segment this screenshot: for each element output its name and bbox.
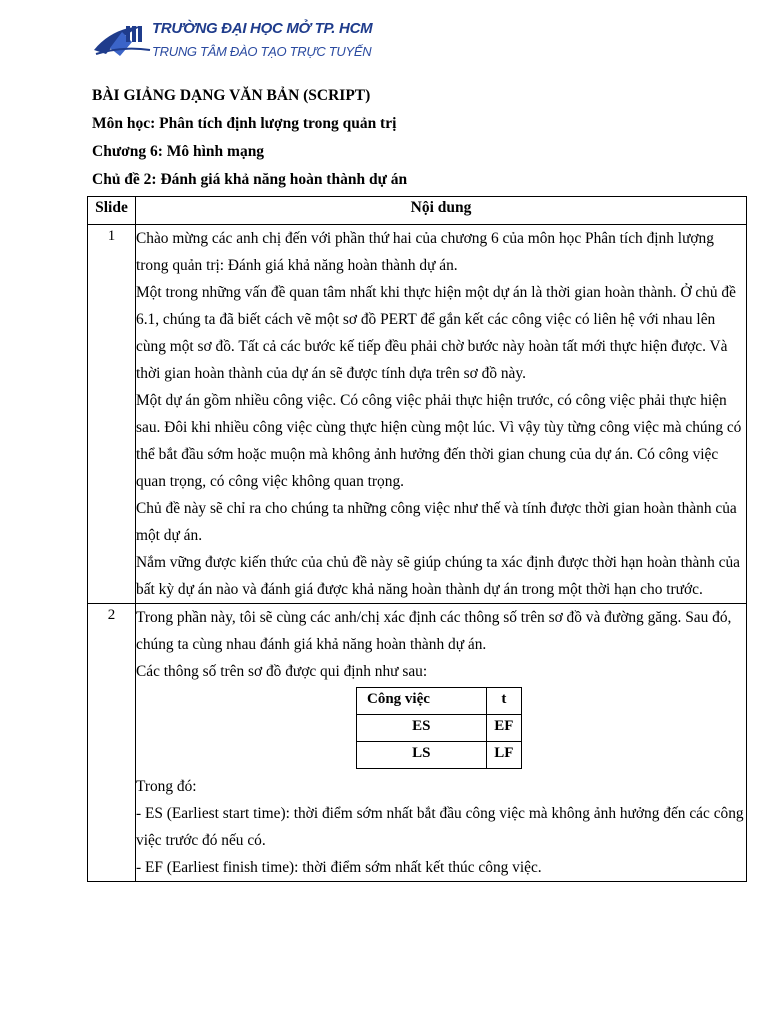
paragraph: Trong đó: <box>136 778 197 795</box>
paragraph: - EF (Earliest finish time): thời điểm sớm nhất kết thúc công việc. <box>136 859 542 876</box>
paragraph: Chào mừng các anh chị đến với phần thứ hai của chương 6 của môn học Phân tích định lượng trong quản trị: Đánh giá khả năng hoàn thành dự án. <box>136 230 714 274</box>
paragraph: Trong phần này, tôi sẽ cùng các anh/chị xác định các thông số trên sơ đồ và đường găng. Sau đó, chúng ta cùng nhau đánh giá khả năng hoàn thành dự án. <box>136 609 732 653</box>
paragraph: - ES (Earliest start time): thời điểm sớm nhất bắt đầu công việc mà không ảnh hưởng đến các công việc trước đó nếu có. <box>136 805 744 849</box>
course-name: Môn học: Phân tích định lượng trong quản trị <box>92 115 397 132</box>
params-cell: t <box>486 688 521 715</box>
chapter-name: Chương 6: Mô hình mạng <box>92 143 265 160</box>
slide-content <box>136 604 747 882</box>
paragraph: Một dự án gồm nhiều công việc. Có công việc phải thực hiện trước, có công việc phải thực hiện sau. Đôi khi nhiều công việc cùng thực hiện cùng một lúc. Vì vậy tùy từng công việc mà chúng có thể bắt đầu sớm hoặc muộn mà không ảnh hưởng đến thời gian chung của dự án. Có công việc quan trọng, có công việc không quan trọng. <box>136 392 742 490</box>
slide-number: 2 <box>88 604 136 882</box>
params-cell: LF <box>486 742 521 769</box>
table-row <box>88 225 747 604</box>
university-logo <box>92 14 373 66</box>
document-title: BÀI GIẢNG DẠNG VĂN BẢN (SCRIPT) <box>92 87 371 104</box>
paragraph: Nắm vững được kiến thức của chủ đề này sẽ giúp chúng ta xác định được thời hạn hoàn thành của bất kỳ dự án nào và đánh giá được khả năng hoàn thành dự án trong một thời hạn cho trước. <box>136 554 740 598</box>
document-meta <box>92 86 752 198</box>
table-header-row <box>88 197 747 225</box>
book-emblem-icon <box>92 20 152 60</box>
header-slide: Slide <box>88 197 136 225</box>
params-cell: EF <box>486 715 521 742</box>
logo-university-name: TRƯỜNG ĐẠI HỌC MỞ TP. HCM <box>152 20 373 37</box>
params-cell: LS <box>357 742 487 769</box>
params-row <box>357 715 522 742</box>
slide-content <box>136 225 747 604</box>
paragraph: Chủ đề này sẽ chỉ ra cho chúng ta những công việc như thế và tính được thời gian hoàn thành của một dự án. <box>136 500 737 544</box>
paragraph: Một trong những vấn đề quan tâm nhất khi thực hiện một dự án là thời gian hoàn thành. Ở chủ đề 6.1, chúng ta đã biết cách vẽ một sơ đồ PERT để gắn kết các công việc có liên hệ với nhau lên cùng một sơ đồ. Tất cả các bước kế tiếp đều phải chờ bước này hoàn tất mới thực hiện được. Và thời gian hoàn thành của dự án sẽ được tính dựa trên sơ đồ này. <box>136 284 736 382</box>
paragraph: Các thông số trên sơ đồ được qui định như sau: <box>136 663 428 680</box>
params-row <box>357 742 522 769</box>
params-cell: ES <box>357 715 487 742</box>
logo-center-name: TRUNG TÂM ĐÀO TẠO TRỰC TUYẾN <box>152 44 372 59</box>
params-row <box>357 688 522 715</box>
topic-name: Chủ đề 2: Đánh giá khả năng hoàn thành dự án <box>92 171 408 188</box>
slide-number: 1 <box>88 225 136 604</box>
node-parameters-table <box>356 687 522 769</box>
table-row <box>88 604 747 882</box>
params-cell: Công việc <box>357 688 487 715</box>
script-table <box>87 196 747 882</box>
header-content: Nội dung <box>136 197 747 225</box>
